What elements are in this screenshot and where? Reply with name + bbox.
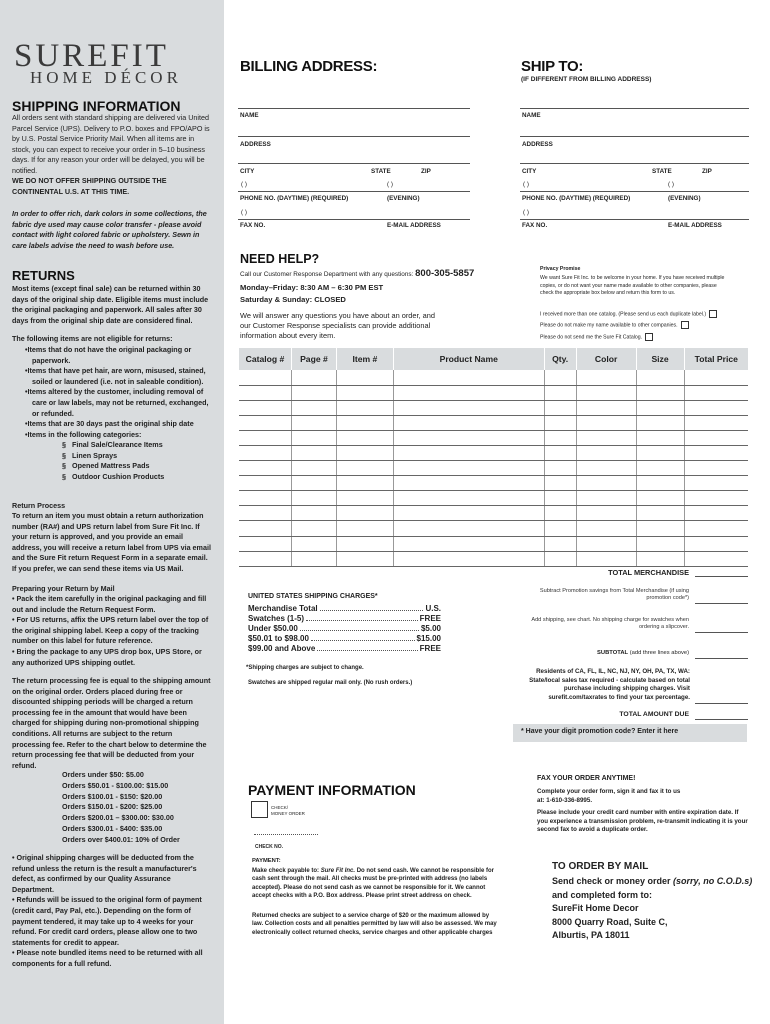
table-cell[interactable] — [544, 506, 576, 521]
billing-name-label: NAME — [240, 112, 259, 119]
list-item: • Items that are 30 days past the original ship date — [18, 419, 210, 430]
tax-note: Residents of CA, FL, IL, NC, NJ, NY, OH, PA, TX, WA: State/local sales tax required - calculate based on total purchase including shipping charges. Visit surefit.com/taxrates to find your tax percentage. — [529, 668, 690, 701]
table-cell[interactable] — [239, 521, 292, 536]
table-cell[interactable] — [336, 445, 393, 460]
table-row — [239, 430, 749, 445]
check-money-order-checkbox[interactable] — [251, 801, 268, 818]
table-cell[interactable] — [576, 491, 636, 506]
table-cell[interactable] — [684, 521, 748, 536]
returns-intro: Most items (except final sale) can be returned within 30 days of the original ship date. Eligible items must include the original packaging and paperwork. All sales after 30 days from the original ship date are considered final. — [12, 284, 209, 325]
table-cell[interactable] — [576, 476, 636, 491]
shipto-address-label: ADDRESS — [522, 141, 553, 148]
table-header — [239, 348, 749, 370]
table-cell[interactable] — [636, 521, 684, 536]
fax-note: Please include your credit card number with entire expiration date. If you experience a transmission problem, re-transmit indicating it is your second fax to avoid a duplicate order. — [537, 809, 748, 833]
shipto-subtitle: (IF DIFFERENT FROM BILLING ADDRESS) — [521, 76, 652, 83]
not-eligible-title: The following items are not eligible for returns: — [12, 334, 173, 343]
billing-phone-label: PHONE NO. (DAYTIME) (REQUIRED) — [240, 195, 349, 202]
table-cell[interactable] — [239, 476, 292, 491]
list-item: • Items that have pet hair, are worn, misused, stained, soiled or laundered (i.e. not in saleable condition). — [18, 366, 210, 387]
table-cell[interactable] — [336, 476, 393, 491]
payment-text: Make check payable to: Sure Fit Inc. Do not send cash. We cannot be responsible for cash sent through the mail. All checks must be pre-printed with address (no labels accepted). Please do not send cash as we cannot be responsible for it. We cannot accept checks with a P.O. Box address. Please print street address on check. — [252, 868, 494, 900]
table-cell[interactable] — [393, 521, 544, 536]
subtotal-field[interactable] — [695, 645, 748, 659]
privacy-title: Privacy Promise — [540, 266, 581, 272]
table-cell[interactable] — [636, 461, 684, 476]
table-cell[interactable] — [544, 430, 576, 445]
table-row — [239, 491, 749, 506]
help-answer: We will answer any questions you have about an order, and our Customer Response specialists can provide additional information about every item. — [240, 311, 436, 340]
fee-list — [0, 770, 224, 846]
list-item: • Refunds will be issued to the original form of payment (credit card, Pay Pal, etc.). Depending on the form of payment tendered, it may take up to 4 weeks for your refund. For credit card orders, please allow one to two statements for credit to appear. — [12, 895, 202, 947]
table-row — [239, 445, 749, 460]
table-cell[interactable] — [239, 430, 292, 445]
list-item: Orders under $50: $5.00 — [62, 770, 144, 779]
table-cell[interactable] — [336, 400, 393, 415]
table-cell[interactable] — [576, 521, 636, 536]
mail-title: TO ORDER BY MAIL — [552, 861, 649, 872]
list-item: § Linen Sprays — [62, 450, 118, 460]
fax-title: FAX YOUR ORDER ANYTIME! — [537, 775, 636, 782]
checkbox[interactable] — [645, 333, 653, 341]
table-cell[interactable] — [636, 506, 684, 521]
shipping-charges-list — [248, 604, 441, 654]
list-item: $50.01 to $98.00 $15.00 — [248, 634, 441, 643]
list-item: • Pack the item carefully in the original packaging and fill out and include the Return Request Form. — [12, 594, 207, 614]
shipping-title: SHIPPING INFORMATION — [12, 98, 181, 114]
prep-title: Preparing your Return by Mail — [12, 584, 115, 593]
table-row — [239, 461, 749, 476]
billing-title: BILLING ADDRESS: — [240, 58, 378, 75]
billing-name-field[interactable] — [238, 136, 470, 137]
table-cell[interactable] — [239, 400, 292, 415]
table-cell[interactable] — [684, 385, 748, 400]
table-cell[interactable] — [291, 415, 336, 430]
table-cell[interactable] — [636, 551, 684, 566]
shipto-zip-label: ZIP — [702, 168, 712, 175]
table-cell[interactable] — [291, 536, 336, 551]
table-cell[interactable] — [576, 551, 636, 566]
table-cell[interactable] — [636, 430, 684, 445]
shipto-address-field[interactable] — [520, 163, 749, 164]
table-cell[interactable] — [636, 370, 684, 385]
table-row — [239, 400, 749, 415]
table-cell[interactable] — [684, 445, 748, 460]
list-item: Swatches (1-5) FREE — [248, 614, 441, 623]
billing-zip-label: ZIP — [421, 168, 431, 175]
table-cell[interactable] — [239, 551, 292, 566]
table-cell[interactable] — [291, 521, 336, 536]
help-hours-weekend: Saturday & Sunday: CLOSED — [240, 295, 346, 304]
table-cell[interactable] — [576, 400, 636, 415]
table-cell[interactable] — [336, 415, 393, 430]
help-call: Call our Customer Response Department with any questions: 800-305-5857 — [240, 268, 475, 279]
sidebar — [0, 0, 224, 1024]
billing-address-field[interactable] — [238, 163, 470, 164]
not-eligible-list — [18, 345, 210, 440]
table-cell[interactable] — [291, 430, 336, 445]
table-cell[interactable] — [636, 536, 684, 551]
shipto-name-field[interactable] — [520, 136, 749, 137]
col-total-price: Total Price — [684, 348, 748, 370]
shipto-city-label: CITY — [522, 168, 537, 175]
table-cell[interactable] — [544, 445, 576, 460]
table-cell[interactable] — [576, 536, 636, 551]
table-cell[interactable] — [393, 476, 544, 491]
list-item: Orders $300.01 - $400: $35.00 — [62, 823, 163, 833]
table-cell[interactable] — [636, 415, 684, 430]
list-item: • Please note bundled items need to be returned with all components for a full refund. — [12, 948, 203, 968]
list-item: Under $50.00 $5.00 — [248, 624, 441, 633]
payment-head: PAYMENT: — [252, 858, 281, 864]
list-item: § Opened Mattress Pads — [62, 461, 150, 471]
table-cell[interactable] — [291, 385, 336, 400]
check-number-label: CHECK NO. — [255, 844, 284, 850]
table-cell[interactable] — [544, 536, 576, 551]
payment-title: PAYMENT INFORMATION — [248, 782, 416, 798]
shipping-outside-notice: WE DO NOT OFFER SHIPPING OUTSIDE THE CONTINENTAL U.S. AT THIS TIME. — [12, 176, 167, 196]
fee-text: The return processing fee is equal to the shipping amount on the original order. Orders placed during free or discounted shipping periods will be charged a return processing fee in the amount that would have been charged for shipping during non-promotional shipping conditions. All returns are subject to the return processing fee. Refer to the chart below to determine the return processing fee that will be deducted from your refund. — [12, 676, 211, 770]
table-cell[interactable] — [239, 445, 292, 460]
table-cell[interactable] — [336, 506, 393, 521]
promo-savings-field[interactable] — [695, 590, 748, 604]
table-cell[interactable] — [239, 370, 292, 385]
check-money-order-label: CHECK/ MONEY ORDER — [271, 805, 305, 816]
list-item: Merchandise Total U.S. — [248, 604, 441, 613]
table-cell[interactable] — [393, 506, 544, 521]
shipto-state-label: STATE — [652, 168, 672, 175]
table-row — [239, 551, 749, 566]
col-catalog: Catalog # — [239, 348, 292, 370]
list-item: • Bring the package to any UPS drop box, UPS Store, or any authorized UPS shipping outlet. — [12, 646, 202, 667]
table-cell[interactable] — [336, 461, 393, 476]
table-cell[interactable] — [544, 551, 576, 566]
table-cell[interactable] — [393, 385, 544, 400]
shipto-title: SHIP TO: — [521, 58, 584, 75]
check-number-field[interactable] — [254, 834, 318, 835]
billing-address-label: ADDRESS — [240, 141, 271, 148]
table-cell[interactable] — [336, 370, 393, 385]
list-item: § Outdoor Cushion Products — [62, 471, 165, 481]
list-item: $99.00 and Above FREE — [248, 644, 441, 653]
table-cell[interactable] — [544, 370, 576, 385]
tax-field[interactable] — [695, 690, 748, 704]
table-cell[interactable] — [393, 430, 544, 445]
table-cell[interactable] — [336, 551, 393, 566]
table-cell[interactable] — [393, 370, 544, 385]
table-cell[interactable] — [544, 521, 576, 536]
shipto-phone-label: PHONE NO. (DAYTIME) (REQUIRED) — [522, 195, 631, 202]
promo-savings-note: Subtract Promotion savings from Total Merchandise (if using promotion code*) — [539, 588, 689, 601]
table-cell[interactable] — [291, 506, 336, 521]
table-cell[interactable] — [636, 491, 684, 506]
table-cell[interactable] — [576, 506, 636, 521]
table-cell[interactable] — [291, 370, 336, 385]
shipping-amount-field[interactable] — [695, 619, 748, 633]
shipping-note-swatches: Swatches are shipped regular mail only. (No rush orders.) — [248, 680, 413, 686]
table-cell[interactable] — [393, 491, 544, 506]
shipto-fax-label: FAX NO. — [522, 222, 548, 229]
privacy-option-duplicate[interactable]: I received more than one catalog. (Please send us each duplicate label.) — [540, 310, 717, 318]
total-due-field[interactable] — [695, 706, 748, 720]
mail-address: Send check or money order (sorry, no C.O.D.s) and completed form to: SureFit Home Decor 8000 Quarry Road, Suite C, Alburtis, PA 18011 — [552, 876, 753, 940]
help-title: NEED HELP? — [240, 252, 320, 266]
billing-email-label: E-MAIL ADDRESS — [387, 222, 441, 229]
shipto-phone-paren: ( ) — [523, 181, 529, 188]
privacy-option-no-catalog[interactable]: Please do not send me the Sure Fit Catalog. — [540, 333, 653, 341]
table-cell[interactable] — [684, 461, 748, 476]
table-cell[interactable] — [684, 491, 748, 506]
table-cell[interactable] — [239, 536, 292, 551]
help-phone: 800-305-5857 — [415, 268, 475, 279]
list-item: • Items that do not have the original packaging or paperwork. — [18, 345, 210, 366]
fax-instructions: Complete your order form, sign it and fax it to us at: 1-610-336-8995. — [537, 788, 681, 804]
table-row — [239, 536, 749, 551]
privacy-text: We want Sure Fit Inc. to be welcome in your home. If you have received multiple copies, or do not want your name made available to other companies, please check the appropriate box below and return this form to us. — [540, 275, 725, 297]
table-cell[interactable] — [291, 400, 336, 415]
checkbox[interactable] — [681, 321, 689, 329]
shipping-add-note: Add shipping, see chart. No shipping charge for swatches when ordering a slipcover. — [531, 617, 689, 630]
table-cell[interactable] — [684, 430, 748, 445]
total-due-label: TOTAL AMOUNT DUE — [619, 711, 689, 718]
table-cell[interactable] — [684, 476, 748, 491]
list-item: Orders $100.01 - $150: $20.00 — [62, 791, 163, 801]
table-cell[interactable] — [636, 445, 684, 460]
billing-fax-paren: ( ) — [241, 209, 247, 216]
table-cell[interactable] — [636, 400, 684, 415]
table-cell[interactable] — [239, 385, 292, 400]
col-color: Color — [576, 348, 636, 370]
table-cell[interactable] — [291, 445, 336, 460]
table-cell[interactable] — [336, 430, 393, 445]
table-cell[interactable] — [576, 415, 636, 430]
shipto-name-label: NAME — [522, 112, 541, 119]
col-item: Item # — [336, 348, 393, 370]
table-row — [239, 415, 749, 430]
total-merchandise-field[interactable] — [695, 563, 748, 577]
table-cell[interactable] — [291, 551, 336, 566]
table-cell[interactable] — [684, 506, 748, 521]
table-cell[interactable] — [291, 491, 336, 506]
table-cell[interactable] — [684, 536, 748, 551]
col-page: Page # — [291, 348, 336, 370]
logo-wordmark: SUREFIT — [14, 38, 169, 74]
table-cell[interactable] — [291, 476, 336, 491]
shipto-fax-field[interactable] — [520, 219, 749, 220]
table-cell[interactable] — [393, 536, 544, 551]
return-process-text: To return an item you must obtain a return authorization number (RA#) and UPS return label from Sure Fit Inc. If your return is approved, and you provide an email address, you will receive a return label from UPS via email and the Sure Fit return Request Form in a separate email. If you prefer, we can send these items via US Mail. — [12, 511, 211, 573]
col-qty: Qty. — [544, 348, 576, 370]
table-cell[interactable] — [393, 445, 544, 460]
dye-notice: In order to offer rich, dark colors in some collections, the fabric dye used may cause color transfer - please avoid contact with light colored fabric or upholstery. Sewn in care labels advise the need to wash before use. — [12, 209, 207, 250]
table-cell[interactable] — [393, 400, 544, 415]
table-cell[interactable] — [684, 370, 748, 385]
table-cell[interactable] — [544, 491, 576, 506]
shipto-evening-paren: ( ) — [668, 181, 674, 188]
shipto-fax-paren: ( ) — [523, 209, 529, 216]
shipto-phone-field[interactable] — [520, 191, 749, 192]
billing-city-label: CITY — [240, 168, 255, 175]
table-cell[interactable] — [544, 385, 576, 400]
table-cell[interactable] — [576, 461, 636, 476]
order-table — [238, 348, 748, 567]
list-item: § Final Sale/Clearance Items — [62, 440, 163, 449]
shipping-charges-title: UNITED STATES SHIPPING CHARGES* — [248, 593, 378, 600]
billing-phone-field[interactable] — [238, 191, 470, 192]
category-list — [0, 440, 224, 482]
subtotal-label: SUBTOTAL (add three lines above) — [597, 650, 689, 656]
table-cell[interactable] — [393, 551, 544, 566]
promo-code-field[interactable]: * Have your digit promotion code? Enter it here — [513, 724, 747, 742]
list-item: Orders over $400.01: 10% of Order — [62, 834, 180, 844]
table-cell[interactable] — [544, 400, 576, 415]
shipping-note-change: *Shipping charges are subject to change. — [246, 665, 364, 671]
table-cell[interactable] — [336, 385, 393, 400]
return-process-title: Return Process — [12, 501, 66, 510]
privacy-option-no-share[interactable]: Please do not make my name available to other companies. — [540, 321, 689, 329]
checkbox[interactable] — [709, 310, 717, 318]
billing-fax-field[interactable] — [238, 219, 470, 220]
table-row — [239, 476, 749, 491]
table-row — [239, 385, 749, 400]
shipto-email-label: E-MAIL ADDRESS — [668, 222, 722, 229]
list-item: Orders $50.01 - $100.00: $15.00 — [62, 780, 169, 790]
table-row — [239, 506, 749, 521]
table-cell[interactable] — [544, 461, 576, 476]
table-cell[interactable] — [544, 476, 576, 491]
final-notes — [12, 853, 212, 970]
table-cell[interactable] — [636, 476, 684, 491]
table-cell[interactable] — [576, 385, 636, 400]
table-row — [239, 521, 749, 536]
list-item: • Items in the following categories: — [18, 430, 210, 441]
col-size: Size — [636, 348, 684, 370]
list-item: Orders $200.01 – $300.00: $30.00 — [62, 813, 174, 823]
table-cell[interactable] — [239, 415, 292, 430]
billing-fax-label: FAX NO. — [240, 222, 266, 229]
billing-evening-label: (EVENING) — [387, 195, 420, 202]
table-cell[interactable] — [291, 461, 336, 476]
table-cell[interactable] — [576, 370, 636, 385]
table-cell[interactable] — [544, 415, 576, 430]
billing-phone-paren: ( ) — [241, 181, 247, 188]
table-cell[interactable] — [393, 461, 544, 476]
table-row — [239, 370, 749, 385]
table-cell[interactable] — [576, 430, 636, 445]
prep-list — [12, 594, 212, 668]
table-cell[interactable] — [239, 461, 292, 476]
table-cell[interactable] — [684, 415, 748, 430]
table-cell[interactable] — [336, 536, 393, 551]
table-cell[interactable] — [636, 385, 684, 400]
table-cell[interactable] — [239, 506, 292, 521]
table-cell[interactable] — [336, 491, 393, 506]
logo-subtitle: HOME DÉCOR — [30, 68, 182, 87]
list-item: • For US returns, affix the UPS return label over the top of the original shipping label. Keep a copy of the tracking number on this label for future reference. — [12, 615, 209, 646]
table-cell[interactable] — [684, 400, 748, 415]
help-hours-weekday: Monday–Friday: 8:30 AM – 6:30 PM EST — [240, 283, 384, 292]
table-cell[interactable] — [336, 521, 393, 536]
billing-state-label: STATE — [371, 168, 391, 175]
returned-checks-text: Returned checks are subject to a service charge of $20 or the maximum allowed by law. Collection costs and all penalties permitted by law will also be assessed. We may electronically collect returned checks, service charges and other applicable charges — [252, 913, 497, 936]
table-cell[interactable] — [239, 491, 292, 506]
table-cell[interactable] — [576, 445, 636, 460]
returns-title: RETURNS — [12, 268, 75, 283]
list-item: Orders $150.01 - $200: $25.00 — [62, 802, 163, 812]
billing-evening-paren: ( ) — [387, 181, 393, 188]
table-cell[interactable] — [393, 415, 544, 430]
total-merchandise-label: TOTAL MERCHANDISE — [608, 568, 689, 577]
col-product-name: Product Name — [393, 348, 544, 370]
list-item: • Items altered by the customer, including removal of care or law labels, may not be returned, exchanged, or refunded. — [18, 387, 210, 419]
shipping-intro: All orders sent with standard shipping are delivered via United Parcel Service (UPS). Delivery to P.O. boxes and FPO/APO is by U.S. Postal Service Priority Mail. When all items are in stock, you can expect to receive your order in 5–10 business days. If for any reason your order will be delayed, you will be notified. — [12, 113, 210, 175]
list-item: • Original shipping charges will be deducted from the refund unless the return is the result a manufacturer's defect, as confirmed by our Quality Assurance Department. — [12, 853, 197, 894]
shipto-evening-label: (EVENING) — [668, 195, 701, 202]
